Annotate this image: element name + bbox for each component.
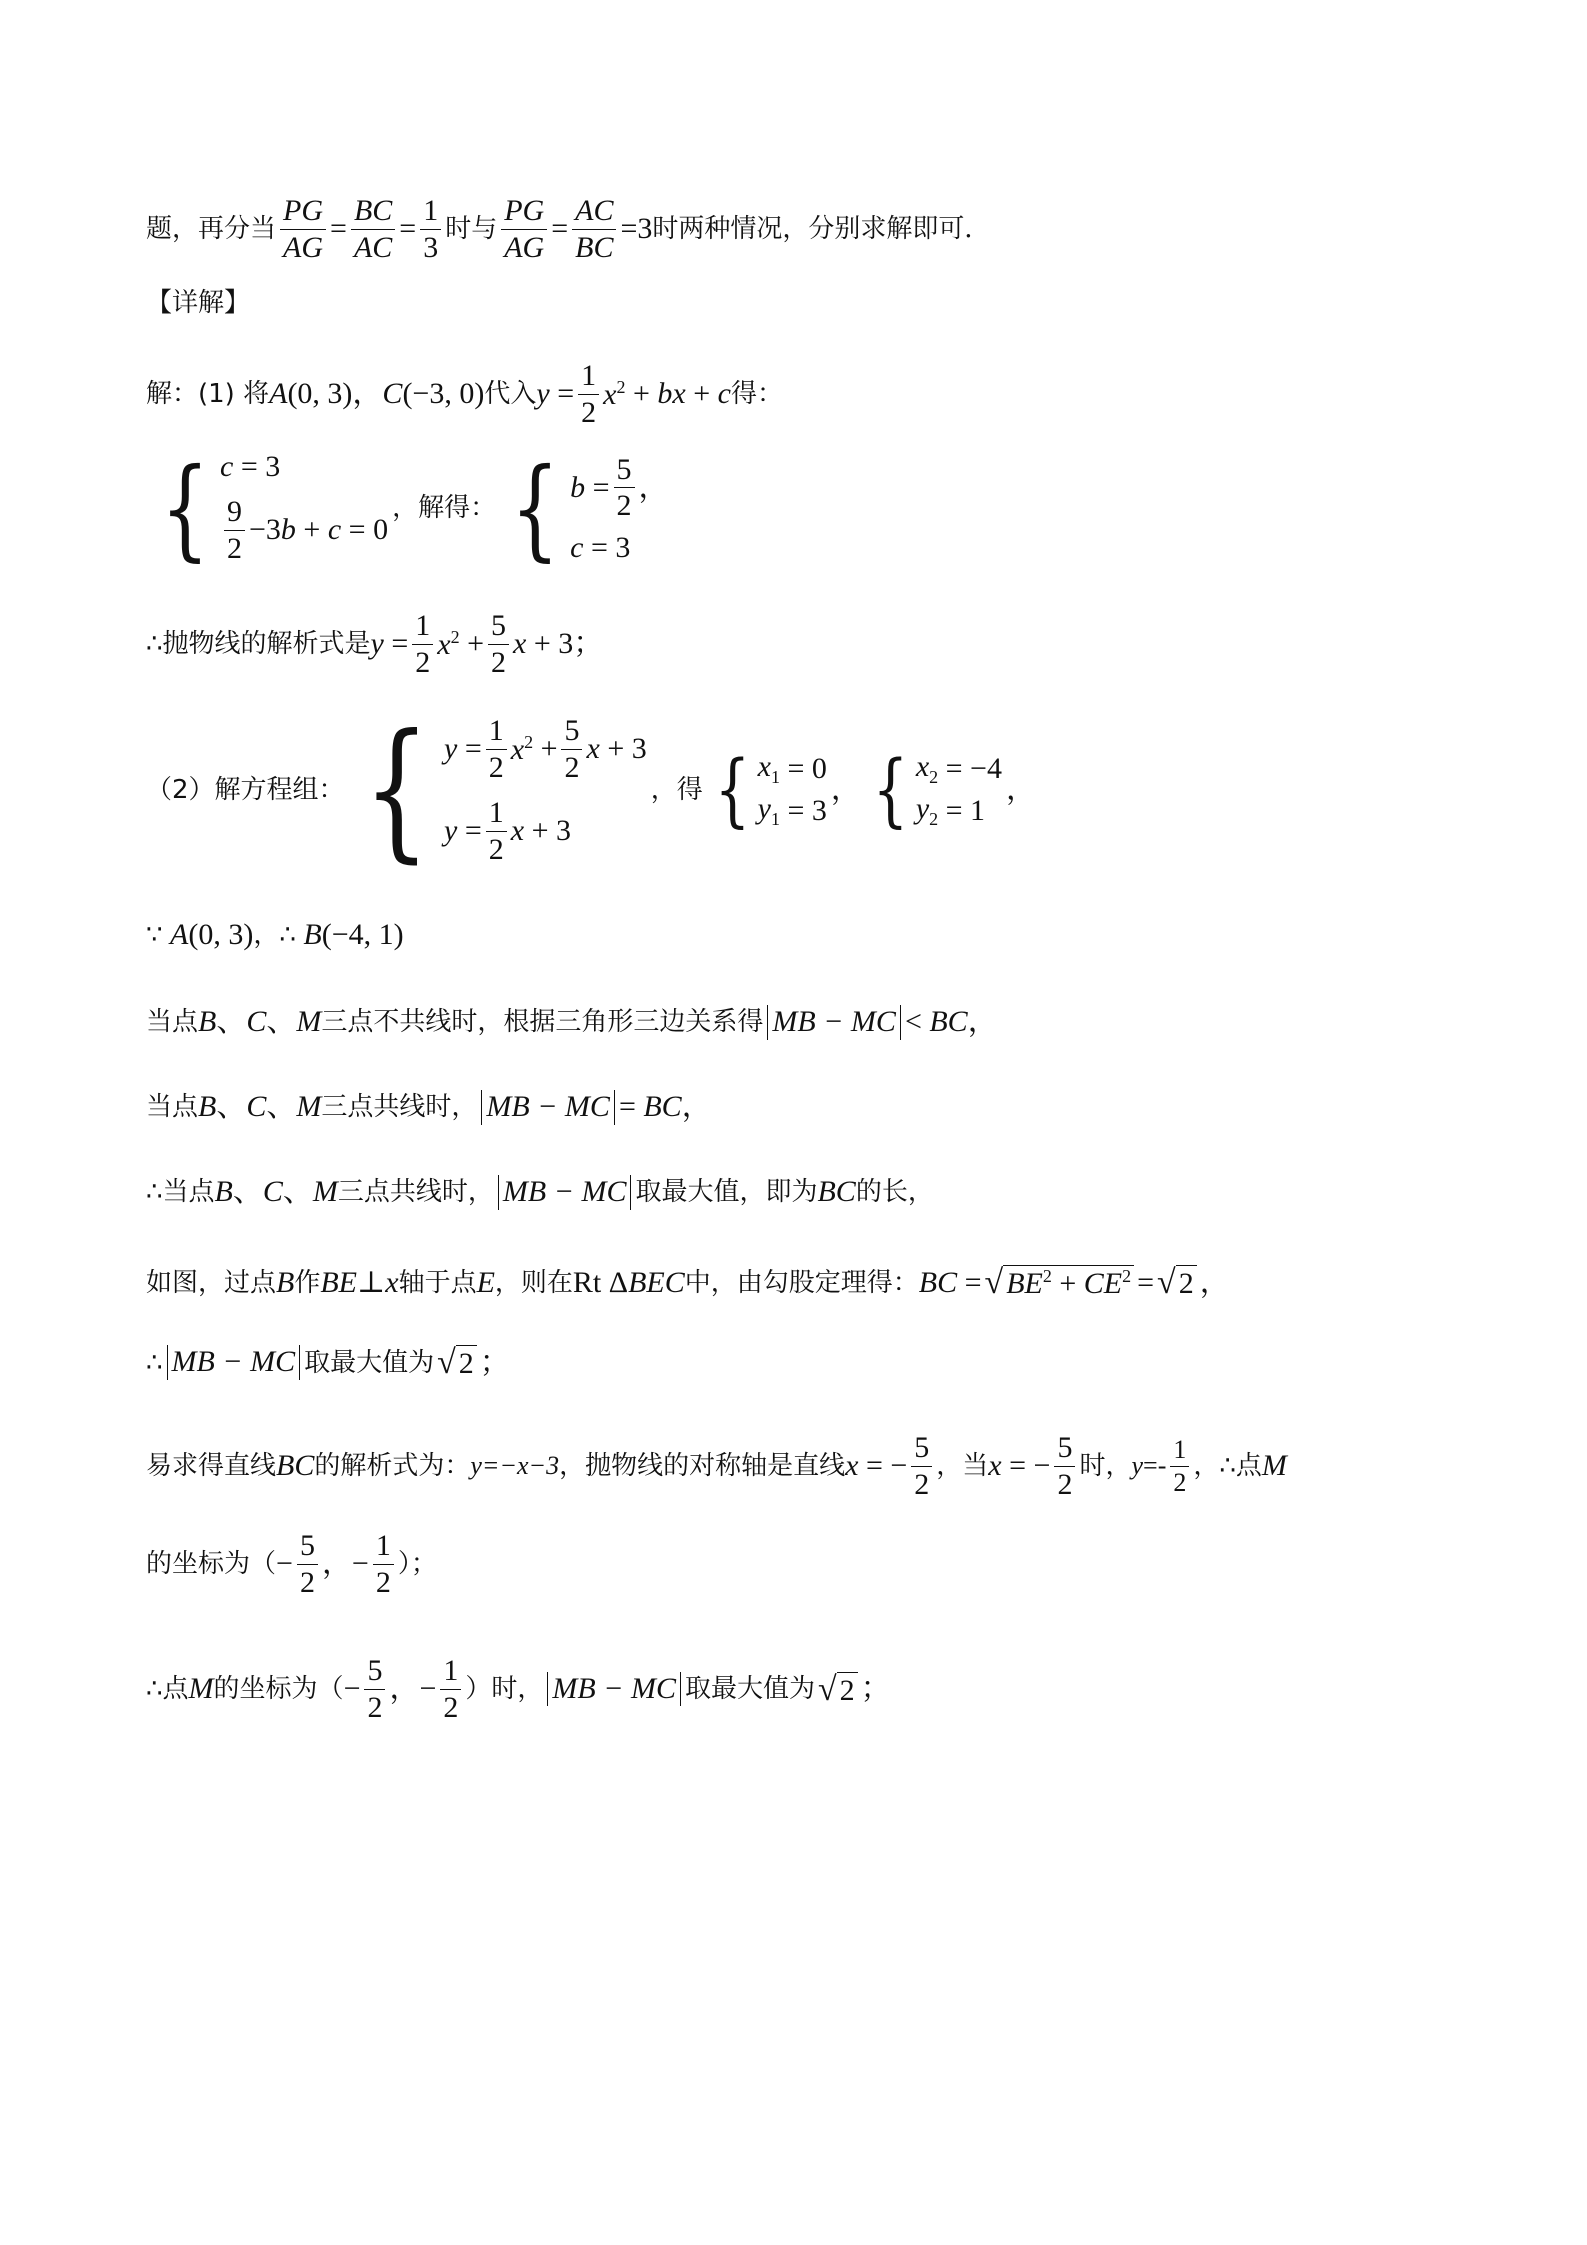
text: ∴抛物线的解析式是 bbox=[146, 629, 371, 659]
line-5: ∴抛物线的解析式是 y = $\frac{1}{2}$ $x^2$ + $\frac{5}{2}$ x + 3； bbox=[146, 609, 604, 679]
text: ，解得： bbox=[392, 493, 497, 523]
line-3: 解：(1) 将 A (0, 3)， C (−3, 0) 代入 y = $\frac{1}{2}$ $x^2$ + bx + c 得： bbox=[146, 359, 783, 429]
text: 当点 bbox=[146, 1092, 199, 1123]
text: 易求得直线 bbox=[146, 1451, 277, 1481]
text: 时与 bbox=[445, 214, 498, 244]
text: ∴点 bbox=[146, 1674, 189, 1704]
line-10: ∴当点 B 、 C 、 M 三点共线时， MB − MC 取最大值，即为 BC 的长， bbox=[146, 1175, 934, 1209]
line-9: 当点 B 、 C 、 M 三点共线时， MB − MC = BC ， bbox=[146, 1090, 712, 1124]
text: 题，再分当 bbox=[146, 214, 277, 244]
text: 如图，过点 bbox=[146, 1267, 277, 1298]
text: 轴于点 bbox=[398, 1267, 477, 1298]
text: 的解析式为： bbox=[314, 1451, 471, 1481]
text: 得： bbox=[730, 379, 783, 409]
text: 作 bbox=[294, 1267, 321, 1298]
text: 解：(1) 将 bbox=[146, 379, 270, 409]
fraction: $\frac{PG}{AG}$ bbox=[501, 195, 547, 263]
sqrt: √ 2 bbox=[1157, 1265, 1197, 1300]
text: 的长， bbox=[855, 1177, 934, 1208]
line-4 bbox=[146, 444, 673, 572]
line-1: 题，再分当 $\frac{PG}{AG}$ = $\frac{BC}{AC}$ = $\frac{1}{3}$ 时与 $\frac{PG}{AG}$ = $\frac{AC}{BC}$ =3 时两种情况，分别求解即可． bbox=[146, 194, 991, 264]
text: 取最大值，即为 bbox=[635, 1177, 818, 1208]
text: ）时， bbox=[465, 1674, 544, 1704]
text: ∵ bbox=[146, 920, 163, 950]
fraction: $\frac{AC}{BC}$ bbox=[572, 195, 616, 263]
solution-2: { $x_2$ = −4 $y_2$ = 1 bbox=[872, 743, 1002, 836]
text: 三点共线时， bbox=[337, 1177, 494, 1208]
text: ，则在 bbox=[494, 1267, 573, 1298]
text: ，当 bbox=[936, 1451, 989, 1481]
text: 时， bbox=[1079, 1451, 1132, 1481]
text: 三点共线时， bbox=[321, 1092, 478, 1123]
text: 当点 bbox=[146, 1007, 199, 1038]
text: ，∴点 bbox=[1193, 1451, 1262, 1481]
line-15: ∴点 M 的坐标为（ − $\frac{5}{2}$ ，− $\frac{1}{2}$ ）时， MB − MC 取最大值为 √ 2 ； bbox=[146, 1654, 891, 1724]
text: y=−x−3 bbox=[470, 1451, 560, 1480]
line-11: 如图，过点 B 作 BE ⊥ x 轴于点 E ，则在 Rt Δ BEC 中，由勾股定理得： BC = √ $BE^2 + CE^2$ = √ 2 ， bbox=[146, 1264, 1230, 1301]
text: 中，由勾股定理得： bbox=[684, 1267, 919, 1298]
line-6: （2）解方程组： { y = $\frac{1}{2}$ $x^2$ + $\frac{5}{2}$ x + 3 y = $\frac{1}{2}$ x + 3 ，得 { $x_1$ = 0 $y_1$ = 3 ， { $x_2$ = −4 $y_2$ = 1 ， bbox=[146, 703, 1036, 877]
text: ）； bbox=[397, 1549, 437, 1579]
text: ∴ bbox=[146, 1347, 163, 1378]
equation-system: { y = $\frac{1}{2}$ $x^2$ + $\frac{5}{2}$ x + 3 y = $\frac{1}{2}$ x + 3 bbox=[362, 703, 647, 877]
equation-system: { c = 3 $\frac{9}{2}$ −3 b + c = 0 bbox=[160, 444, 389, 572]
solution-1: { $x_1$ = 0 $y_1$ = 3 bbox=[714, 743, 827, 836]
text: 的坐标为（ bbox=[146, 1549, 277, 1579]
text: ，抛物线的对称轴是直线 bbox=[559, 1451, 846, 1481]
text: 代入 bbox=[484, 379, 537, 409]
text: ∴当点 bbox=[146, 1177, 215, 1208]
text: ，得 bbox=[650, 775, 703, 805]
text: 取最大值为 bbox=[684, 1674, 815, 1704]
fraction: $\frac{1}{3}$ bbox=[420, 195, 441, 263]
equation-system: { b = $\frac{5}{2}$ ， c = 3 bbox=[510, 444, 669, 572]
sqrt: √ $BE^2 + CE^2$ bbox=[985, 1265, 1135, 1300]
line-7: ∵ A (0, 3) ，∴ B (−4, 1) bbox=[146, 918, 404, 951]
text: ，∴ bbox=[253, 920, 296, 950]
text: 时两种情况，分别求解即可． bbox=[652, 214, 991, 244]
text: 的坐标为（ bbox=[213, 1674, 344, 1704]
fraction: $\frac{BC}{AC}$ bbox=[351, 195, 395, 263]
line-13: 易求得直线 BC 的解析式为： y=−x−3 ，抛物线的对称轴是直线 x = − $\frac{5}{2}$ ，当 x = − $\frac{5}{2}$ 时， y =- $\frac{1}{2}$ ，∴点 M bbox=[146, 1431, 1287, 1501]
text: （2）解方程组： bbox=[146, 775, 345, 805]
text: 三点不共线时，根据三角形三边关系得 bbox=[321, 1007, 764, 1038]
text: 【详解】 bbox=[146, 288, 251, 318]
fraction: $\frac{PG}{AG}$ bbox=[280, 195, 326, 263]
line-12: ∴ MB − MC 取最大值为 √ 2 ； bbox=[146, 1344, 510, 1381]
detail-heading bbox=[146, 290, 250, 316]
text: 取最大值为 bbox=[304, 1347, 435, 1378]
line-8: 当点 B 、 C 、 M 三点不共线时，根据三角形三边关系得 MB − MC < BC ， bbox=[146, 1005, 998, 1039]
fraction: $\frac{1}{2}$ bbox=[578, 360, 599, 428]
line-14: 的坐标为（ − $\frac{5}{2}$ ，− $\frac{1}{2}$ ）； bbox=[146, 1529, 437, 1599]
